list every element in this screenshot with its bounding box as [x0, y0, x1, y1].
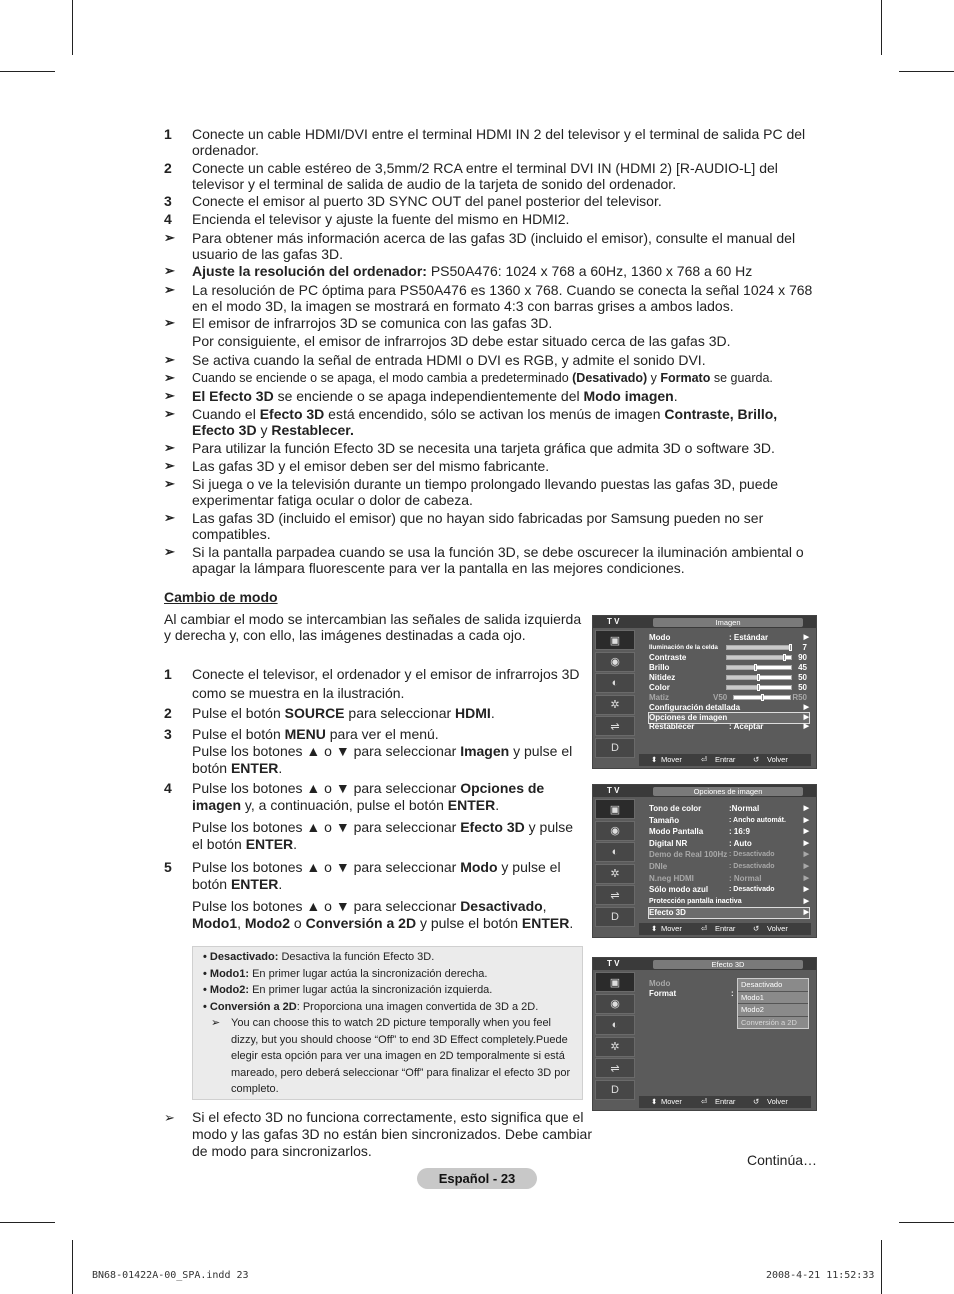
arrow-icon: ➢ — [164, 352, 175, 367]
tv-row-option[interactable] — [649, 885, 809, 895]
note-text — [192, 263, 819, 279]
row-value: V50 — [713, 693, 728, 702]
text-part: . — [569, 915, 574, 931]
note-item — [164, 370, 819, 386]
crop-mark — [72, 0, 73, 55]
text-part: y pulse el botón — [192, 743, 573, 776]
row-label: DNIe — [649, 862, 668, 871]
note-text — [192, 388, 819, 404]
text-part: Pulse los botones ▲ o ▼ para seleccionar — [192, 859, 461, 875]
step-number: 3 — [164, 193, 172, 209]
arrow-right-icon: ▶ — [803, 805, 809, 812]
channel-icon[interactable]: ◐ — [595, 1015, 635, 1035]
row-value: 50 — [798, 683, 807, 692]
text-part: y pulse el botón — [192, 819, 574, 852]
text-bold: SOURCE — [284, 705, 345, 721]
tv-header — [593, 785, 816, 797]
slider-bar — [726, 645, 792, 650]
tv-label: T V — [607, 786, 620, 795]
row-label: Restablecer — [649, 722, 695, 731]
note-item — [164, 388, 819, 404]
return-icon: ↺ — [753, 924, 760, 933]
text-bold: Modo — [460, 859, 498, 875]
note-text-part: está encendido, sólo se activan los menús de imagen — [324, 406, 665, 422]
mode-step-4 — [164, 780, 584, 853]
input-icon[interactable]: ⇌ — [595, 885, 635, 905]
text-part: Pulse el botón — [192, 726, 285, 742]
tv-row-option[interactable] — [649, 908, 809, 918]
step-number: 1 — [164, 666, 172, 682]
slider-bar — [726, 685, 792, 690]
box-text: : Proporciona una imagen convertida de 3D a 2D. — [296, 1000, 539, 1013]
text-bold: Opciones de imagen — [192, 780, 545, 813]
box-bold: • Conversión a 2D — [203, 1000, 297, 1013]
note-text-part: . — [673, 388, 678, 404]
step-text: Conecte un cable HDMI/DVI entre el terminal HDMI IN 2 del televisor y el terminal de salida PC del ordenador. — [192, 126, 806, 158]
note-item — [164, 440, 819, 456]
footer-file: BN68-01422A-00_SPA.indd 23 — [92, 1270, 249, 1281]
tv-row-option — [649, 862, 809, 872]
row-value: : Desactivado — [729, 863, 775, 870]
tv-footer — [639, 1096, 811, 1108]
updown-icon: ⬍ — [651, 924, 658, 933]
setup-icon[interactable]: ✲ — [595, 1037, 635, 1057]
box-item — [203, 966, 582, 983]
step-number: 4 — [164, 211, 172, 227]
arrow-icon: ➢ — [164, 230, 175, 245]
footer-mover: Mover — [661, 1097, 682, 1106]
section-title: Cambio de modo — [164, 589, 278, 605]
text-bold: ENTER — [245, 836, 294, 852]
row-value: 90 — [798, 653, 807, 662]
tv-side-icons — [595, 972, 635, 1102]
arrow-icon: ➢ — [211, 1017, 221, 1029]
note-item — [164, 476, 819, 508]
note-text-part: y — [256, 422, 272, 438]
digital-icon[interactable]: D — [595, 907, 635, 927]
tv-header — [593, 958, 816, 970]
tv-row-nitidez[interactable] — [649, 673, 809, 683]
channel-icon[interactable]: ◐ — [595, 673, 635, 693]
page-number-badge: Español - 23 — [417, 1168, 537, 1189]
row-label: Configuración detallada — [649, 703, 741, 712]
footer-volver: Volver — [767, 755, 788, 764]
footer-date: 2008-4-21 11:52:33 — [766, 1270, 875, 1281]
box-text: En primer lugar actúa la sincronización derecha. — [249, 967, 488, 980]
tv-menu-title: Imagen — [653, 618, 803, 627]
footer-mover: Mover — [661, 755, 682, 764]
note-item — [164, 263, 819, 279]
arrow-icon: ➢ — [164, 315, 175, 330]
note-text: Si juega o ve la televisión durante un tiempo prolongado llevando puestas las gafas 3D, puede experimentar fatiga ocular o dolor de cabeza. — [192, 476, 779, 508]
row-label: Opciones de imagen — [649, 713, 728, 722]
continued-label: Continúa… — [747, 1152, 818, 1168]
arrow-icon: ➢ — [164, 458, 175, 473]
tv-row-restablecer[interactable] — [649, 722, 809, 732]
note-text: Para obtener más información acerca de las gafas 3D (incluido el emisor), consulte el manual del usuario de las gafas 3D. — [192, 230, 796, 262]
row-label: Format — [649, 989, 677, 998]
crop-mark — [899, 71, 954, 72]
step-text: Conecte un cable estéreo de 3,5mm/2 RCA entre el terminal DVI IN (HDMI 2) [R-AUDIO-L] del televisor y el terminal de salida de audio de la tarjeta de sonido del ordenador. — [192, 160, 778, 192]
arrow-right-icon: ▶ — [803, 851, 809, 859]
text-bold: Modo2 — [244, 915, 290, 931]
row-label: Tono de color — [649, 804, 702, 813]
setup-icon[interactable]: ✲ — [595, 864, 635, 884]
arrow-icon: ➢ — [164, 1110, 175, 1125]
tv-menu-opciones — [592, 784, 817, 938]
mode-step-1 — [164, 665, 584, 703]
row-value: : Ancho automát. — [729, 816, 786, 824]
step-number: 4 — [164, 780, 172, 796]
text-part: y pulse el botón — [192, 859, 561, 892]
note-text-part: El emisor de infrarrojos 3D se comunica con las gafas 3D. — [192, 315, 553, 331]
text-part: , — [542, 898, 547, 914]
note-bold: Contraste, Brillo, Efecto 3D — [192, 406, 778, 438]
text-part: . — [278, 876, 283, 892]
arrow-right-icon: ▶ — [803, 634, 809, 641]
tv-row-modo[interactable] — [649, 633, 809, 643]
note-item — [164, 315, 819, 349]
arrow-icon: ➢ — [164, 510, 175, 525]
arrow-icon: ➢ — [164, 282, 175, 297]
row-value: R50 — [792, 693, 807, 702]
text-part: . — [490, 705, 495, 721]
option-conversion-2d[interactable]: Conversión a 2D — [741, 1017, 797, 1027]
mode-step-3 — [164, 726, 584, 777]
text-part: o — [290, 915, 306, 931]
tv-row-option[interactable] — [649, 839, 809, 849]
note-item — [164, 510, 819, 542]
tv-row-contraste[interactable] — [649, 653, 809, 663]
note-bold: Ajuste la resolución del ordenador: — [192, 263, 427, 279]
box-note — [203, 1015, 571, 1098]
box-item — [203, 982, 582, 999]
option-modo2[interactable]: Modo2 — [738, 1004, 808, 1017]
text-bold: HDMI — [455, 705, 491, 721]
step-number: 5 — [164, 859, 172, 875]
row-label: Sólo modo azul — [649, 885, 709, 895]
note-text-part: Cuando el — [192, 406, 260, 422]
note-text: Para utilizar la función Efecto 3D se necesita una tarjeta gráfica que admita 3D o software 3D. — [192, 440, 775, 456]
note-item — [164, 352, 819, 368]
arrow-icon: ➢ — [164, 406, 175, 421]
step-3 — [164, 193, 819, 209]
note-item — [164, 230, 819, 262]
arrow-icon: ➢ — [164, 440, 175, 455]
note-text: Las gafas 3D y el emisor deben ser del mismo fabricante. — [192, 458, 550, 474]
crop-mark — [72, 1240, 73, 1294]
box-bold: • Modo1: — [203, 967, 250, 980]
step-text — [192, 780, 584, 853]
text-part: . — [293, 836, 298, 852]
row-value: 45 — [798, 663, 807, 672]
arrow-right-icon: ▶ — [803, 897, 809, 905]
arrow-right-icon: ▶ — [803, 714, 809, 721]
mode-step-2 — [164, 705, 584, 722]
text-bold: ENTER — [230, 876, 279, 892]
tv-row-ilum[interactable] — [649, 643, 809, 653]
tv-menu-imagen — [592, 615, 817, 769]
box-item — [203, 999, 582, 1016]
row-label: Color — [649, 683, 670, 692]
arrow-icon: ➢ — [164, 544, 175, 559]
row-label: Matiz — [649, 693, 669, 702]
text-bold: Imagen — [460, 743, 510, 759]
step-1 — [164, 126, 819, 158]
row-value: 7 — [802, 643, 807, 652]
note-item — [164, 282, 819, 314]
note-bold: Efecto 3D — [259, 406, 325, 422]
box-note-text: You can choose this to watch 2D picture temporally when you feel dizzy, but you should choose “Off” to end 3D Effect completely.Puede elegir esta opción para ver una imagen en 2D temporalmente si está mareado, pero deberá seleccionar “Off” para finalizar el efecto 3D por completo. — [231, 1017, 571, 1095]
step-text — [192, 726, 584, 777]
footer-volver: Volver — [767, 1097, 788, 1106]
footer-mover: Mover — [661, 924, 682, 933]
note-text-part: Cuando se enciende o se apaga, el modo cambia a predeterminado — [192, 371, 573, 385]
arrow-icon: ➢ — [164, 263, 175, 278]
input-icon[interactable]: ⇌ — [595, 716, 635, 736]
note-text — [192, 370, 819, 386]
text-part: Pulse los botones ▲ o ▼ para seleccionar — [192, 898, 461, 914]
digital-icon[interactable]: D — [595, 1080, 635, 1100]
tv-row-option[interactable] — [649, 897, 809, 907]
text-part: . — [495, 797, 500, 813]
note-text — [192, 315, 819, 349]
text-bold: ENTER — [230, 760, 279, 776]
mode-options-box — [192, 946, 583, 1100]
text-part: Pulse el botón — [192, 705, 285, 721]
arrow-right-icon: ▶ — [803, 874, 809, 882]
box-bold: • Desactivado: — [203, 951, 279, 963]
row-label: Modo Pantalla — [649, 827, 704, 837]
text-bold: ENTER — [521, 915, 570, 931]
text-part: y pulse el botón — [416, 915, 522, 931]
tv-row-option — [649, 850, 809, 860]
arrow-right-icon: ▶ — [803, 828, 809, 836]
note-text: La resolución de PC óptima para PS50A476 es 1360 x 768. Cuando se conecta la señal 1024 x 768 en el modo 3D, la imagen se mostrará en formato 4:3 con barras grises a ambos lados. — [192, 282, 813, 314]
arrow-right-icon: ▶ — [803, 723, 809, 730]
note-bold: (Desativado) — [572, 371, 648, 385]
tv-side-icons — [595, 630, 635, 760]
row-value: : Aceptar — [729, 722, 764, 731]
crop-mark — [899, 1222, 954, 1223]
return-icon: ↺ — [753, 755, 760, 764]
tv-row-color[interactable] — [649, 683, 809, 693]
step-number: 2 — [164, 705, 172, 721]
crop-mark — [0, 71, 55, 72]
return-icon: ↺ — [753, 1097, 760, 1106]
updown-icon: ⬍ — [651, 1097, 658, 1106]
crop-mark — [0, 1222, 55, 1223]
note-text-part: Por consiguiente, el emisor de infrarrojos 3D debe estar situado cerca de las gafas 3D. — [192, 333, 731, 349]
arrow-right-icon: ▶ — [803, 839, 809, 847]
row-value: :Normal — [729, 804, 760, 813]
enter-icon: ⏎ — [701, 755, 708, 764]
sound-icon[interactable]: ◉ — [595, 821, 635, 841]
row-label: N.neg HDMI — [649, 873, 694, 883]
text-part: Pulse los botones ▲ o ▼ para seleccionar — [192, 819, 461, 835]
row-label: Contraste — [649, 653, 687, 662]
row-value: 50 — [798, 673, 807, 682]
picture-icon[interactable]: ▣ — [595, 630, 635, 650]
option-desactivado[interactable]: Desactivado — [738, 979, 808, 992]
box-text: En primer lugar actúa la sincronización izquierda. — [249, 984, 493, 996]
tv-row-config[interactable] — [649, 703, 809, 713]
note-item — [164, 406, 819, 438]
text-part: para ver el menú. — [325, 726, 439, 742]
note-text-part: se guarda. — [710, 371, 773, 385]
note-bold: Formato — [660, 371, 711, 385]
row-label: Efecto 3D — [649, 908, 686, 918]
enter-icon: ⏎ — [701, 1097, 708, 1106]
step-2 — [164, 160, 819, 192]
note-text: Las gafas 3D (incluido el emisor) que no hayan sido fabricadas por Samsung pueden no ser compatibles. — [192, 510, 764, 542]
step-text: Conecte el televisor, el ordenador y el emisor de infrarrojos 3D como se muestra en la ilustración. — [192, 666, 580, 701]
tv-header — [593, 616, 816, 628]
tv-row-option[interactable] — [649, 816, 809, 826]
digital-icon[interactable]: D — [595, 738, 635, 758]
text-part: para seleccionar — [344, 705, 456, 721]
note-bold: Modo imagen — [583, 388, 674, 404]
tv-label: T V — [607, 959, 620, 968]
note-bold: Restablecer. — [271, 422, 354, 438]
text-part: y, a continuación, pulse el botón — [241, 797, 448, 813]
crop-mark — [881, 0, 882, 55]
sound-icon[interactable]: ◉ — [595, 994, 635, 1014]
slider-bar — [726, 665, 792, 670]
text-bold: MENU — [284, 726, 326, 742]
row-label: Modo — [649, 633, 671, 642]
tv-menu-title: Efecto 3D — [653, 960, 803, 969]
arrow-right-icon: ▶ — [803, 909, 809, 917]
box-text: Desactiva la función Efecto 3D. — [278, 951, 435, 963]
note-text: Se activa cuando la señal de entrada HDMI o DVI es RGB, y admite el sonido DVI. — [192, 352, 706, 368]
row-colon: : — [731, 989, 734, 998]
step-text — [192, 705, 584, 722]
arrow-icon: ➢ — [164, 476, 175, 491]
step-text: Encienda el televisor y ajuste la fuente del mismo en HDMI2. — [192, 211, 570, 227]
slider-bar — [733, 695, 791, 700]
mode-dropdown[interactable] — [737, 978, 809, 1029]
row-value: : Desactivado — [729, 886, 775, 894]
arrow-right-icon: ▶ — [803, 704, 809, 711]
text-bold: Efecto 3D — [460, 819, 525, 835]
note-text-part: PS50A476: 1024 x 768 a 60Hz, 1360 x 768 a 60 Hz — [426, 263, 753, 279]
enter-icon: ⏎ — [701, 924, 708, 933]
note-bold: El Efecto 3D — [192, 388, 274, 404]
step-number: 3 — [164, 726, 172, 742]
tv-footer — [639, 754, 811, 766]
text-part: Pulse los botones ▲ o ▼ para seleccionar — [192, 780, 461, 796]
row-label: Nitidez — [649, 673, 676, 682]
row-label: Demo de Real 100Hz — [649, 850, 728, 860]
tv-row-brillo[interactable] — [649, 663, 809, 673]
note-item — [164, 458, 819, 474]
row-value: : Estándar — [729, 633, 769, 642]
footer-entrar: Entrar — [715, 1097, 736, 1106]
sound-icon[interactable]: ◉ — [595, 652, 635, 672]
arrow-right-icon: ▶ — [803, 863, 809, 870]
step-4 — [164, 211, 819, 227]
setup-icon[interactable]: ✲ — [595, 695, 635, 715]
text-part: . — [278, 760, 283, 776]
tv-row-matiz — [649, 693, 809, 703]
row-label: Modo — [649, 979, 671, 988]
note-item — [164, 544, 819, 576]
updown-icon: ⬍ — [651, 755, 658, 764]
text-part: Pulse los botones ▲ o ▼ para seleccionar — [192, 743, 461, 759]
bottom-note — [164, 1109, 824, 1160]
row-value: : 16:9 — [729, 827, 750, 837]
step-text — [192, 859, 584, 932]
tv-menu-efecto3d — [592, 957, 817, 1111]
row-label: Brillo — [649, 663, 670, 672]
tv-row-option[interactable] — [649, 804, 809, 814]
row-value: : Auto — [729, 838, 752, 848]
row-label: Digital NR — [649, 838, 688, 848]
box-item — [203, 949, 582, 966]
row-value: : Normal — [729, 873, 762, 883]
crop-mark — [881, 1240, 882, 1294]
footer-volver: Volver — [767, 924, 788, 933]
mode-step-5 — [164, 859, 584, 932]
slider-bar — [726, 675, 792, 680]
row-value: : Desactivado — [729, 851, 775, 859]
row-label: Protección pantalla inactiva — [649, 897, 742, 905]
step-number: 2 — [164, 160, 172, 176]
text-part: , — [237, 915, 245, 931]
tv-row-option — [649, 874, 809, 884]
tv-label: T V — [607, 617, 620, 626]
arrow-right-icon: ▶ — [803, 816, 809, 824]
box-bold: • Modo2: — [203, 984, 250, 996]
option-modo1[interactable]: Modo1 — [738, 992, 808, 1005]
arrow-icon: ➢ — [164, 388, 175, 403]
note-text: Si la pantalla parpadea cuando se usa la función 3D, se debe oscurecer la iluminación ambiental o apagar la lámpara fluorescente para ver la pantalla en las mejores condiciones. — [192, 544, 804, 576]
step-number: 1 — [164, 126, 172, 142]
text-bold: Desactivado — [460, 898, 543, 914]
tv-row-option[interactable] — [649, 827, 809, 837]
text-bold: Conversión a 2D — [305, 915, 417, 931]
picture-icon[interactable]: ▣ — [595, 799, 635, 819]
tv-footer — [639, 923, 811, 935]
arrow-right-icon: ▶ — [803, 886, 809, 894]
text-bold: ENTER — [447, 797, 496, 813]
slider-bar — [726, 655, 792, 660]
footer-entrar: Entrar — [715, 924, 736, 933]
step-text: Conecte el emisor al puerto 3D SYNC OUT del panel posterior del televisor. — [192, 193, 662, 209]
input-icon[interactable]: ⇌ — [595, 1058, 635, 1078]
tv-menu-title: Opciones de imagen — [653, 787, 803, 796]
note-text-part: se enciende o se apaga independientemente del — [273, 388, 584, 404]
row-label: Iluminación de la celda — [649, 644, 718, 651]
footer-entrar: Entrar — [715, 755, 736, 764]
section-intro: Al cambiar el modo se intercambian las señales de salida izquierda y derecha y, con ello, las imágenes destinadas a cada ojo. — [164, 611, 582, 643]
bottom-note-text: Si el efecto 3D no funciona correctamente, esto significa que el modo y las gafas 3D no están bien sincronizados. Debe cambiar de modo para sincronizarlos. — [192, 1109, 592, 1159]
note-text-part: y — [647, 371, 661, 385]
note-text — [192, 406, 819, 438]
picture-icon[interactable]: ▣ — [595, 972, 635, 992]
text-bold: Modo1 — [192, 915, 238, 931]
channel-icon[interactable]: ◐ — [595, 842, 635, 862]
tv-side-icons — [595, 799, 635, 929]
row-label: Tamaño — [649, 815, 680, 825]
arrow-icon: ➢ — [164, 370, 175, 385]
